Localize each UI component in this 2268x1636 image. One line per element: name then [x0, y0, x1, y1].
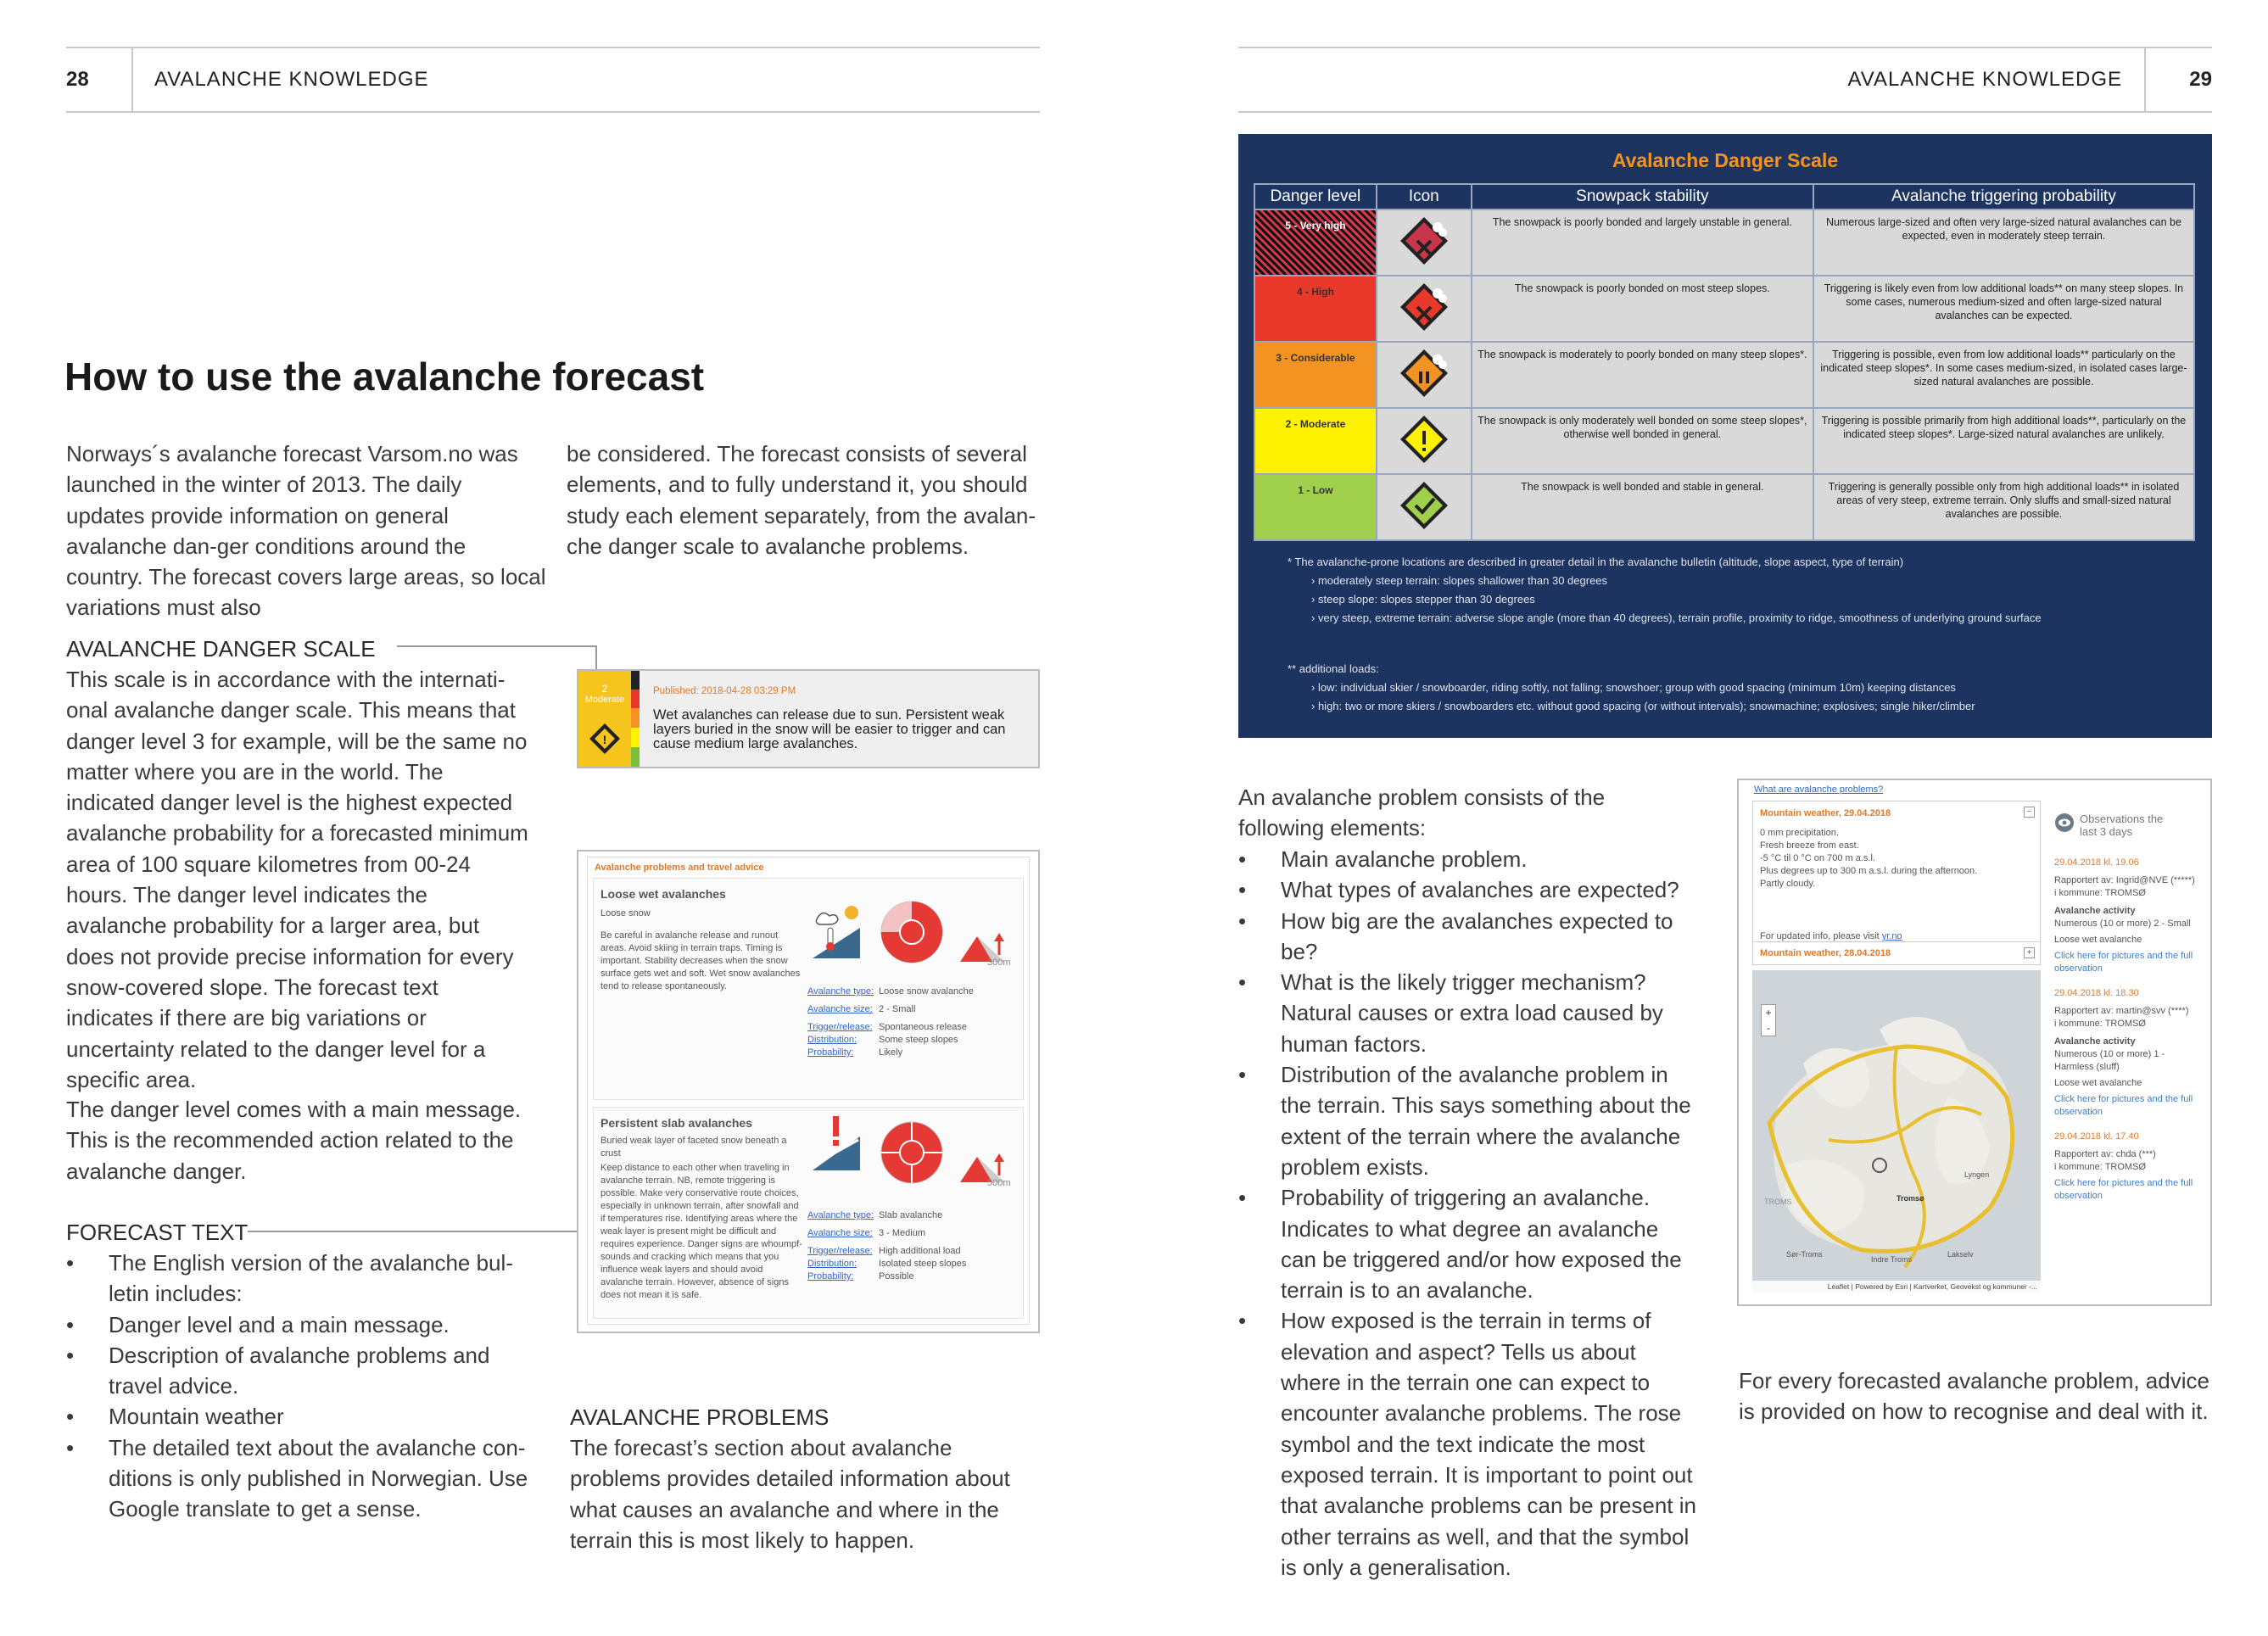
map-canvas	[1752, 970, 2041, 1293]
callout-line-danger-drop	[595, 645, 597, 671]
weather-footer-text: For updated info, please visit	[1760, 931, 1880, 941]
stability-cell: The snowpack is well bonded and stable in general.	[1472, 474, 1813, 540]
page-title: How to use the avalanche forecast	[64, 355, 705, 399]
danger-scale-text: This scale is in accordance with the internati-onal avalanche danger scale. This means that danger level 3 for example, will be the same no matter where you are in the world. The indicated danger level is the highest expected avalanche probability for a forecasted minimum area of 100 square kilometres from 00-24 hours. The danger level indicates the avalanche probability for a larger area, but does not provide precise information for every snow-covered slope. The forecast text indicates if there are big variations or uncertainty related to the danger level for a specific area.	[66, 667, 528, 1092]
problem-fields	[807, 986, 1019, 1059]
observation-reporter: Rapportert av: chda (***)	[2054, 1149, 2156, 1159]
elevation-label: 500m	[987, 1178, 1011, 1188]
icon-cell	[1377, 408, 1472, 474]
main-message-widget	[577, 669, 1040, 768]
footnote-item-text: steep slope: slopes stepper than 30 degrees	[1317, 593, 1535, 606]
field-label[interactable]: Trigger/release:	[807, 1022, 873, 1032]
observation-detail: Numerous (10 or more) 2 - Small	[2054, 919, 2191, 929]
map-label: Lyngen	[1964, 1170, 1990, 1179]
observation-item	[2054, 857, 2204, 975]
problem-title: Persistent slab avalanches	[601, 1116, 752, 1130]
column-header: Avalanche triggering probability	[1813, 184, 2194, 209]
main-message: Wet avalanches can release due to sun. Persistent weak layers buried in the snow will be easier to trigger and can cause medium large avalanches.	[653, 707, 1006, 751]
forecast-bullet-list	[66, 1248, 531, 1525]
observation-date: 29.04.2018 kl. 18.30	[2054, 988, 2139, 998]
danger-scale-title: Avalanche Danger Scale	[1612, 149, 1839, 171]
danger-level-number: 2	[601, 683, 608, 695]
icon-cell	[1377, 209, 1472, 276]
table-header-row	[1254, 184, 2194, 209]
expand-icon[interactable]: +	[2024, 947, 2035, 958]
observation-date: 29.04.2018 kl. 19.06	[2054, 857, 2139, 868]
observation-reporter: Rapportert av: martin@svv (****)	[2054, 1006, 2189, 1016]
high-danger-icon	[1399, 282, 1450, 332]
page-number-right: 29	[2189, 68, 2212, 91]
problem-bullet: • Distribution of the avalanche problem in the terrain. This says something about the extent of the terrain where the avalanche problem exists.	[1238, 1059, 1696, 1182]
footnote-item: › very steep, extreme terrain: adverse slope angle (more than 40 degrees), terrain profile, proximity to ridge, smoothness of underlying ground surface	[1311, 611, 2042, 624]
considerable-danger-icon	[1399, 348, 1450, 399]
forecast-bullet: • Danger level and a main message.	[66, 1309, 531, 1340]
forecast-bullet: • The detailed text about the avalanche con-ditions is only published in Norwegian. Use Google translate to get a sense.	[66, 1432, 531, 1525]
very-high-danger-icon	[1399, 215, 1450, 266]
danger-level-cell: 3 - Considerable	[1254, 342, 1377, 408]
zoom-in-button[interactable]: +	[1765, 1007, 1772, 1019]
observation-link[interactable]: Click here for pictures and the full observation	[2054, 1178, 2193, 1201]
field-label[interactable]: Avalanche type:	[807, 1210, 874, 1220]
weather-panel-yesterday[interactable]	[1752, 941, 2041, 965]
problem-title: Loose wet avalanches	[601, 887, 726, 901]
field-label[interactable]: Probability:	[807, 1271, 854, 1281]
forecast-bullet: • Description of avalanche problems and travel advice.	[66, 1340, 531, 1402]
elevation-label: 300m	[987, 958, 1011, 968]
observation-link[interactable]: Click here for pictures and the full observation	[2054, 951, 2193, 974]
map-attribution: Leaflet | Powered by Esri | Kartverket, Geovekst og kommuner -...	[1752, 1281, 2041, 1293]
header-rule-bottom-left	[66, 111, 1040, 113]
observation-item	[2054, 1131, 2204, 1203]
column-header: Snowpack stability	[1472, 184, 1813, 209]
field-value: High additional load	[879, 1246, 961, 1256]
footnote-item: › moderately steep terrain: slopes shallower than 30 degrees	[1311, 574, 1608, 587]
problem-intro: An avalanche problem consists of the following elements:	[1238, 784, 1606, 841]
field-value: Spontaneous release	[879, 1022, 967, 1032]
icon-cell	[1377, 276, 1472, 342]
weather-panel-today	[1752, 801, 2041, 955]
collapse-icon[interactable]: −	[2024, 807, 2035, 818]
probability-cell: Triggering is possible primarily from high additional loads**, particularly on the indicated steep slopes*. Large-sized natural avalanches are unlikely.	[1813, 408, 2194, 474]
observations-title: Observations the last 3 days	[2080, 812, 2164, 838]
map-view[interactable]	[1752, 970, 2041, 1293]
danger-scale-figure	[1238, 134, 2212, 738]
field-label[interactable]: Avalanche type:	[807, 986, 874, 997]
callout-line-danger	[397, 645, 597, 647]
observation-item	[2054, 987, 2204, 1119]
field-label[interactable]: Distribution:	[807, 1035, 857, 1045]
table-row	[1254, 474, 2194, 540]
footnote-item-text: low: individual skier / snowboarder, riding softly, not falling; snowshoer; group with good spacing (minimum 10m) keeping distances	[1317, 681, 1956, 694]
observation-date: 29.04.2018 kl. 17.40	[2054, 1131, 2139, 1142]
header-rule-top-left	[66, 47, 1040, 48]
svg-text:!: !	[602, 733, 607, 746]
probability-cell: Numerous large-sized and often very large-sized natural avalanches can be expected, even in moderately steep terrain.	[1813, 209, 2194, 276]
header-rule-top-right	[1238, 47, 2212, 48]
loose-wet-avalanche-icon	[809, 902, 863, 962]
field-value: Loose snow avalanche	[879, 986, 974, 997]
callout-line-forecast	[248, 1231, 580, 1232]
header-divider-right	[2144, 47, 2146, 113]
footnote-item-text: very steep, extreme terrain: adverse slope angle (more than 40 degrees), terrain profile, proximity to ridge, smoothness of underlying ground surface	[1317, 611, 2042, 624]
column-header: Danger level	[1254, 184, 1377, 209]
exposed-terrain-rose-icon	[874, 1114, 950, 1191]
published-date: Published: 2018-04-28 03:29 PM	[653, 686, 796, 696]
table-row	[1254, 408, 2194, 474]
danger-level-name: Moderate	[584, 695, 625, 705]
observation-reporter: Rapportert av: Ingrid@NVE (*****)	[2054, 875, 2195, 885]
danger-level-badge	[578, 671, 631, 767]
field-label[interactable]: Distribution:	[807, 1259, 857, 1269]
moderate-danger-icon	[1399, 414, 1450, 465]
problems-text: The forecast’s section about avalanche problems provides detailed information about what causes an avalanche and where in the terrain this is most likely to happen.	[570, 1435, 1010, 1553]
problem-bullet: • What is the likely trigger mechanism? Natural causes or extra load caused by human factors.	[1238, 967, 1696, 1059]
field-value: Likely	[879, 1047, 903, 1058]
observation-kommune: i kommune: TROMSØ	[2054, 1162, 2146, 1172]
observation-type: Loose wet avalanche	[2054, 935, 2142, 945]
map-label: TROMS	[1764, 1198, 1792, 1206]
avalanche-problems-widget	[577, 850, 1040, 1333]
footnote-steep-text: * The avalanche-prone locations are described in greater detail in the avalanche bulletin (altitude, slope aspect, type of terrain)	[1288, 556, 1904, 568]
observations-panel	[2054, 801, 2204, 1296]
weather-map-widget	[1737, 779, 2212, 1306]
stability-cell: The snowpack is poorly bonded on most steep slopes.	[1472, 276, 1813, 342]
yr-link[interactable]: yr.no	[1881, 931, 1902, 941]
stability-cell: The snowpack is moderately to poorly bonded on many steep slopes*.	[1472, 342, 1813, 408]
weather-line: -5 °C til 0 °C on 700 m a.s.l.	[1760, 853, 1875, 863]
observation-detail: Numerous (10 or more) 1 - Harmless (sluff)	[2054, 1049, 2165, 1072]
intro-column-2: be considered. The forecast consists of several elements, and to fully understand it, you should study each element separately, from the avalan-che danger scale to avalanche problems.	[567, 441, 1036, 559]
danger-scale-table	[1254, 183, 2195, 541]
probability-cell: Triggering is likely even from low additional loads** on many steep slopes. In some cases, numerous medium-sized and often large-sized natural avalanches can be expected.	[1813, 276, 2194, 342]
field-value: 2 - Small	[879, 1004, 916, 1014]
footnote-loads-text: ** additional loads:	[1288, 662, 1379, 675]
table-row	[1254, 342, 2194, 408]
field-label[interactable]: Avalanche size:	[807, 1004, 873, 1014]
eye-icon	[2054, 812, 2075, 833]
observation-type: Loose wet avalanche	[2054, 1078, 2142, 1088]
advice-caption: For every forecasted avalanche problem, advice is provided on how to recognise and deal with it.	[1739, 1368, 2209, 1425]
problem-subtitle: Buried weak layer of faceted snow beneath a crust	[601, 1136, 787, 1159]
map-label: Tromsø	[1897, 1194, 1924, 1203]
footnote-item-text: moderately steep terrain: slopes shallower than 30 degrees	[1317, 574, 1608, 587]
level-color-strip	[631, 671, 640, 767]
weather-lines	[1760, 827, 1977, 891]
danger-level-cell: 2 - Moderate	[1254, 408, 1377, 474]
field-value: Possible	[879, 1271, 914, 1281]
problems-heading: AVALANCHE PROBLEMS	[570, 1404, 830, 1430]
problem-advice: Be careful in avalanche release and runout areas. Avoid skiing in terrain traps. Timing is important. Stability decreases when the snow surface gets wet and soft. Wet snow avalanches tend to release spontaneously.	[601, 930, 801, 991]
main-message-text: The danger level comes with a main message. This is the recommended action related to the avalanche danger.	[66, 1097, 522, 1184]
footnote-item: › high: two or more skiers / snowboarders etc. without good spacing (or without intervals); snowmachine; explosives; single hiker/climber	[1311, 700, 1975, 712]
weather-title: Mountain weather, 29.04.2018	[1760, 808, 1891, 818]
problem-card	[593, 1107, 1024, 1319]
problem-subtitle: Loose snow	[601, 908, 651, 919]
running-head-left: AVALANCHE KNOWLEDGE	[154, 68, 429, 91]
problem-bullet: • How big are the avalanches expected to be?	[1238, 906, 1696, 968]
map-label: Sør-Troms	[1786, 1250, 1823, 1259]
problem-bullet: • What types of avalanches are expected?	[1238, 874, 1696, 905]
problem-fields	[807, 1209, 1019, 1283]
forecast-text-heading: FORECAST TEXT	[66, 1220, 249, 1245]
table-row	[1254, 209, 2194, 276]
zoom-controls	[1761, 1004, 1776, 1036]
problem-bullet-list	[1238, 844, 1696, 1583]
footnote-steep	[1288, 553, 2187, 628]
header-rule-bottom-right	[1238, 111, 2212, 113]
observation-activity: Avalanche activity	[2054, 906, 2136, 916]
field-label[interactable]: Trigger/release:	[807, 1246, 873, 1256]
weather-line: Partly cloudy.	[1760, 879, 1816, 889]
observation-activity: Avalanche activity	[2054, 1036, 2136, 1047]
footnote-loads	[1288, 660, 2187, 716]
footnote-item-text: high: two or more skiers / snowboarders etc. without good spacing (or without intervals); snowmachine; explosives; single hiker/climber	[1317, 700, 1975, 712]
danger-level-cell: 5 - Very high	[1254, 209, 1377, 276]
table-row	[1254, 276, 2194, 342]
persistent-slab-icon	[809, 1114, 863, 1174]
running-head-right: AVALANCHE KNOWLEDGE	[1847, 68, 2122, 91]
icon-cell	[1377, 342, 1472, 408]
stability-cell: The snowpack is only moderately well bonded on some steep slopes*, otherwise well bonded in general.	[1472, 408, 1813, 474]
warning-diamond-icon	[588, 722, 622, 756]
intro-column-1: Norways´s avalanche forecast Varsom.no was launched in the winter of 2013. The daily updates provide information on general avalanche dan-ger conditions around the country. The forecast covers large areas, so local variations must also	[66, 441, 546, 621]
problems-panel	[587, 857, 1030, 1325]
weather-line: Fresh breeze from east.	[1760, 840, 1859, 851]
map-label: Lakselv	[1947, 1250, 1974, 1259]
low-danger-icon	[1399, 480, 1450, 531]
observation-link[interactable]: Click here for pictures and the full observation	[2054, 1094, 2193, 1117]
forecast-bullet: • Mountain weather	[66, 1401, 531, 1432]
stability-cell: The snowpack is poorly bonded and largely unstable in general.	[1472, 209, 1813, 276]
field-value: 3 - Medium	[879, 1228, 926, 1238]
field-label[interactable]: Probability:	[807, 1047, 854, 1058]
field-value: Some steep slopes	[879, 1035, 958, 1045]
footnote-item: › steep slope: slopes stepper than 30 degrees	[1311, 593, 1535, 606]
problems-panel-header: Avalanche problems and travel advice	[595, 863, 764, 873]
problem-bullet: • How exposed is the terrain in terms of elevation and aspect? Tells us about where in the terrain one can expect to encounter avalanche problems. The rose symbol and the text indicate the most exposed terrain. It is important to point out that avalanche problems can be present in other terrains as well, and that the symbol is only a generalisation.	[1238, 1305, 1696, 1583]
zoom-out-button[interactable]: -	[1767, 1022, 1770, 1034]
problem-card	[593, 878, 1024, 1100]
weather-title: Mountain weather, 28.04.2018	[1760, 948, 1891, 958]
weather-line: Plus degrees up to 300 m a.s.l. during the afternoon.	[1760, 866, 1978, 876]
footnote-item: › low: individual skier / snowboarder, riding softly, not falling; snowshoer; group with good spacing (minimum 10m) keeping distances	[1311, 681, 1956, 694]
danger-scale-heading: AVALANCHE DANGER SCALE	[66, 636, 376, 662]
forecast-bullet: • The English version of the avalanche bul-letin includes:	[66, 1248, 531, 1309]
problem-advice: Keep distance to each other when traveling in avalanche terrain. NB, remote triggering is possible. Make very conservative route choices, especially in unknown terrain, after snowfall and if temperatures rise. Identifying areas where the weak layer is present might be difficult and requires experience. Danger signs are whoumpf-sounds and cracking which means that you influence weak layers and should avoid avalanche terrain. However, absence of signs does not mean it is safe.	[601, 1163, 802, 1300]
exposed-terrain-rose-icon	[874, 894, 950, 970]
danger-level-cell: 1 - Low	[1254, 474, 1377, 540]
probability-cell: Triggering is possible, even from low additional loads** particularly on the indicated steep slopes*. In some cases medium-sized, in isolated cases large-sized natural avalanches are possible.	[1813, 342, 2194, 408]
column-header: Icon	[1377, 184, 1472, 209]
avalanche-problems-link[interactable]: What are avalanche problems?	[1754, 784, 1884, 795]
danger-level-cell: 4 - High	[1254, 276, 1377, 342]
problem-bullet: • Probability of triggering an avalanche. Indicates to what degree an avalanche can be triggered and/or how exposed the terrain is to an avalanche.	[1238, 1182, 1696, 1305]
header-divider-left	[131, 47, 133, 113]
weather-line: 0 mm precipitation.	[1760, 828, 1839, 838]
observation-kommune: i kommune: TROMSØ	[2054, 1019, 2146, 1029]
icon-cell	[1377, 474, 1472, 540]
field-value: Slab avalanche	[879, 1210, 943, 1220]
observation-kommune: i kommune: TROMSØ	[2054, 888, 2146, 898]
problem-bullet: • Main avalanche problem.	[1238, 844, 1696, 874]
page-number-left: 28	[66, 68, 89, 91]
map-label: Indre Troms	[1871, 1255, 1913, 1264]
field-label[interactable]: Avalanche size:	[807, 1228, 873, 1238]
field-value: Isolated steep slopes	[879, 1259, 967, 1269]
probability-cell: Triggering is generally possible only from high additional loads** in isolated areas of very steep, extreme terrain. Only sluffs and small-sized natural avalanches are possible.	[1813, 474, 2194, 540]
